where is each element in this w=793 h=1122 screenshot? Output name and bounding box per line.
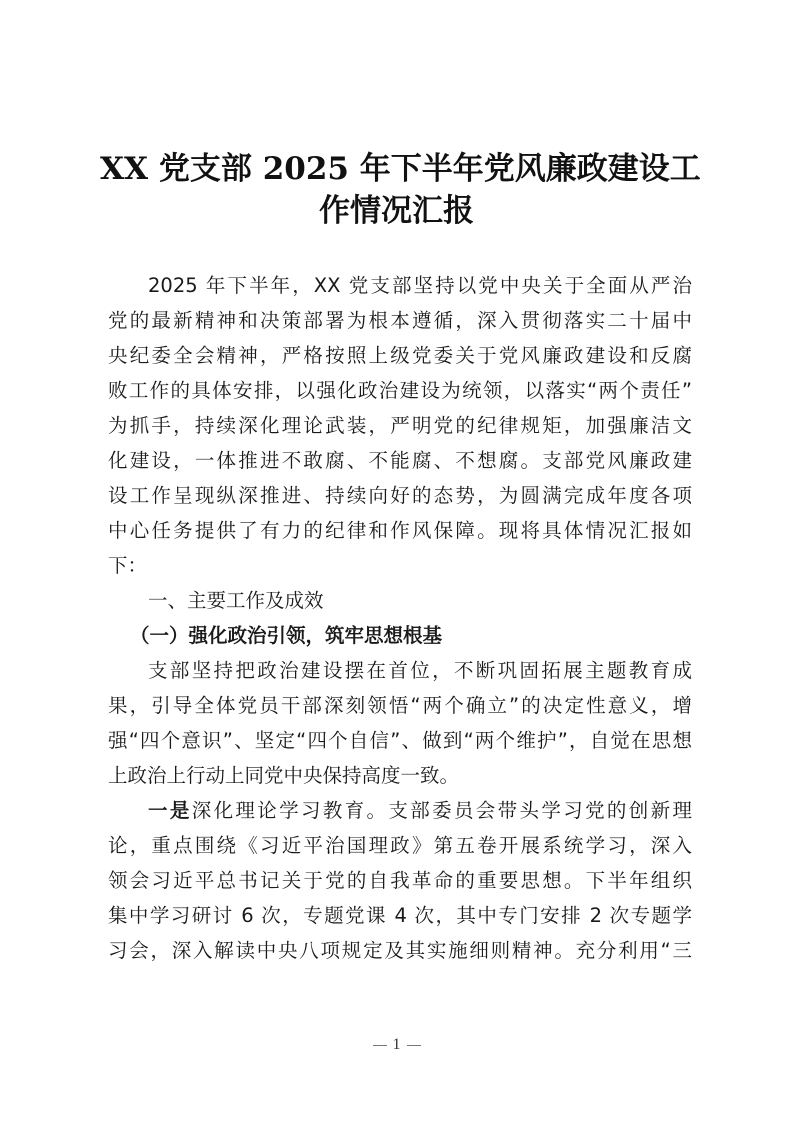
page-number: 1	[392, 1036, 401, 1053]
text-line: 化建设，一体推进不敢腐、不能腐、不想腐。支部党风廉政建	[108, 449, 692, 472]
text-line: 习会，深入解读中央八项规定及其实施细则精神。充分利用“三	[108, 939, 692, 962]
political-guidance-paragraph	[108, 653, 692, 793]
lead-rest: 深化理论学习教育。支部委员会带头学习党的创新理	[191, 799, 692, 822]
text-line: 下：	[108, 554, 148, 577]
text-line: 2025 年下半年，XX 党支部坚持以党中央关于全面从严治	[148, 274, 692, 297]
intro-paragraph	[108, 268, 692, 583]
section-heading: 一、主要工作及成效	[148, 589, 324, 612]
text-line: 党的最新精神和决策部署为根本遵循，深入贯彻落实二十届中	[108, 309, 692, 332]
dash-left	[373, 1045, 387, 1046]
document-title	[100, 148, 701, 232]
text-line: 果，引导全体党员干部深刻领悟“两个确立”的决定性意义，增	[108, 694, 692, 717]
title-line-2: 作情况汇报	[319, 193, 474, 229]
text-line: 设工作呈现纵深推进、持续向好的态势，为圆满完成年度各项	[108, 484, 692, 507]
text-line: 为抓手，持续深化理论武装，严明党的纪律规矩，加强廉洁文	[108, 414, 692, 437]
lead-phrase: 一是	[148, 799, 192, 822]
text-line: 败工作的具体安排，以强化政治建设为统领，以落实“两个责任”	[108, 379, 692, 402]
text-line: 集中学习研讨 6 次，专题党课 4 次，其中专门安排 2 次专题学	[108, 904, 692, 927]
text-line	[108, 793, 692, 828]
dash-right	[407, 1045, 421, 1046]
text-line: 央纪委全会精神，严格按照上级党委关于党风廉政建设和反腐	[108, 344, 692, 367]
subsection-heading: （一）强化政治引领，筑牢思想根基	[130, 624, 443, 647]
theory-study-paragraph	[108, 793, 692, 968]
text-line: 论，重点围绕《习近平治国理政》第五卷开展系统学习，深入	[108, 834, 692, 857]
page-footer	[0, 1036, 793, 1054]
text-line: 中心任务提供了有力的纪律和作风保障。现将具体情况汇报如	[108, 519, 692, 542]
text-line: 支部坚持把政治建设摆在首位，不断巩固拓展主题教育成	[148, 659, 692, 682]
document-body	[108, 268, 692, 968]
text-line: 强“四个意识”、坚定“四个自信”、做到“两个维护”，自觉在思想	[108, 729, 692, 752]
text-line: 领会习近平总书记关于党的自我革命的重要思想。下半年组织	[108, 869, 692, 892]
title-line-1: XX 党支部 2025 年下半年党风廉政建设工	[100, 151, 701, 187]
text-line: 上政治上行动上同党中央保持高度一致。	[108, 764, 460, 787]
